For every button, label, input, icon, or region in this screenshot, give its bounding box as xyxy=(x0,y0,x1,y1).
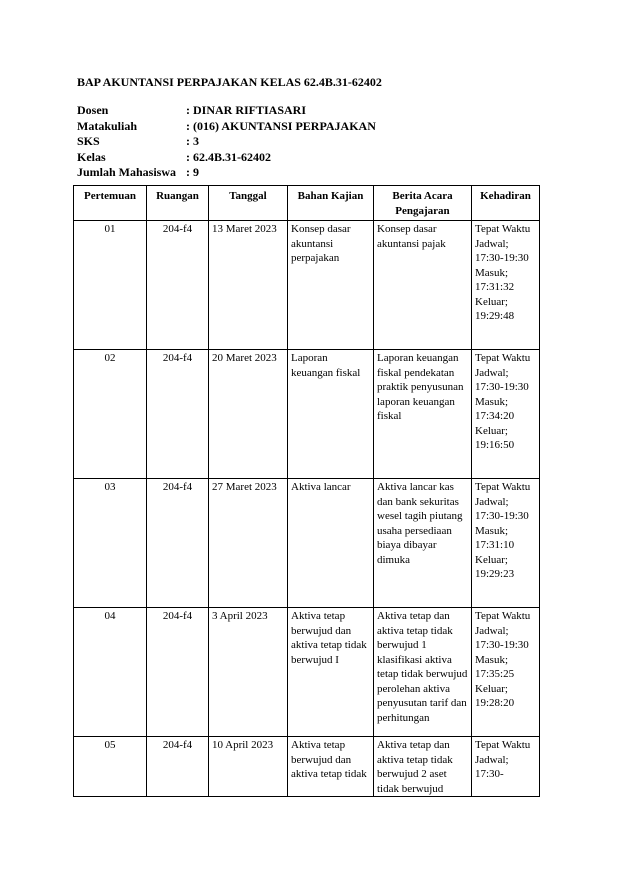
table-row xyxy=(74,479,540,608)
info-label: Jumlah Mahasiswa xyxy=(77,165,177,179)
cell-pertemuan: 01 xyxy=(74,221,147,350)
info-value: : 62.4B.31-62402 xyxy=(186,149,271,164)
info-label: Dosen xyxy=(77,103,109,117)
cell-ruangan: 204-f4 xyxy=(147,221,209,350)
info-label: Matakuliah xyxy=(77,118,138,133)
cell-kehadiran: Tepat Waktu Jadwal; 17:30-19:30 Masuk; 17:34:20 Keluar; 19:16:50 xyxy=(472,350,540,479)
cell-tanggal: 10 April 2023 xyxy=(209,737,288,797)
cell-bahan-kajian: Laporan keuangan fiskal xyxy=(288,350,374,479)
cell-tanggal: 27 Maret 2023 xyxy=(209,479,288,608)
info-row-kelas xyxy=(77,150,376,166)
header-berita-acara: Berita Acara Pengajaran xyxy=(374,186,472,221)
cell-berita-acara: Laporan keuangan fiskal pendekatan praktik penyusunan laporan keuangan fiskal xyxy=(374,350,472,479)
info-row-jumlah-mahasiswa xyxy=(77,165,376,181)
course-info xyxy=(77,103,376,181)
cell-kehadiran: Tepat Waktu Jadwal; 17:30-19:30 Masuk; 17:35:25 Keluar; 19:28:20 xyxy=(472,608,540,737)
info-value-text: 3 xyxy=(193,134,199,148)
info-value: : 9 xyxy=(186,165,199,179)
cell-kehadiran: Tepat Waktu Jadwal; 17:30-19:30 Masuk; 17:31:10 Keluar; 19:29:23 xyxy=(472,479,540,608)
header-kehadiran: Kehadiran xyxy=(472,186,540,221)
cell-ruangan: 204-f4 xyxy=(147,608,209,737)
table-row xyxy=(74,737,540,797)
cell-pertemuan: 05 xyxy=(74,737,147,797)
cell-pertemuan: 03 xyxy=(74,479,147,608)
cell-tanggal: 3 April 2023 xyxy=(209,608,288,737)
table-row xyxy=(74,221,540,350)
cell-bahan-kajian: Aktiva tetap berwujud dan aktiva tetap tidak berwujud I xyxy=(288,608,374,737)
cell-berita-acara: Aktiva lancar kas dan bank sekuritas wesel tagih piutang usaha persediaan biaya dibayar dimuka xyxy=(374,479,472,608)
info-value: : 3 xyxy=(186,134,199,148)
table-row xyxy=(74,608,540,737)
info-label: Kelas xyxy=(77,149,106,164)
cell-ruangan: 204-f4 xyxy=(147,350,209,479)
document-title: BAP AKUNTANSI PERPAJAKAN KELAS 62.4B.31-62402 xyxy=(77,75,382,89)
cell-kehadiran: Tepat Waktu Jadwal; 17:30-19:30 Masuk; 17:31:32 Keluar; 19:29:48 xyxy=(472,221,540,350)
info-value-text: 9 xyxy=(193,165,199,179)
info-value: : (016) AKUNTANSI PERPAJAKAN xyxy=(186,118,376,133)
cell-bahan-kajian: Aktiva tetap berwujud dan aktiva tetap tidak xyxy=(288,737,374,797)
header-pertemuan: Pertemuan xyxy=(74,186,147,221)
cell-ruangan: 204-f4 xyxy=(147,737,209,797)
cell-kehadiran: Tepat Waktu Jadwal; 17:30- xyxy=(472,737,540,797)
cell-ruangan: 204-f4 xyxy=(147,479,209,608)
cell-berita-acara: Aktiva tetap dan aktiva tetap tidak berwujud 1 klasifikasi aktiva tetap tidak berwujud perolehan aktiva penyusutan tarif dan perhitungan xyxy=(374,608,472,737)
cell-pertemuan: 04 xyxy=(74,608,147,737)
info-value-text: (016) AKUNTANSI PERPAJAKAN xyxy=(193,118,376,133)
table-header-row xyxy=(74,186,540,221)
table-row xyxy=(74,350,540,479)
info-value-text: 62.4B.31-62402 xyxy=(193,149,271,164)
info-value-text: DINAR RIFTIASARI xyxy=(193,103,307,117)
cell-pertemuan: 02 xyxy=(74,350,147,479)
cell-berita-acara: Aktiva tetap dan aktiva tetap tidak berwujud 2 aset tidak berwujud xyxy=(374,737,472,797)
cell-berita-acara: Konsep dasar akuntansi pajak xyxy=(374,221,472,350)
cell-tanggal: 13 Maret 2023 xyxy=(209,221,288,350)
info-value: : DINAR RIFTIASARI xyxy=(186,103,307,117)
cell-bahan-kajian: Aktiva lancar xyxy=(288,479,374,608)
bap-table xyxy=(73,185,540,797)
header-ruangan: Ruangan xyxy=(147,186,209,221)
cell-bahan-kajian: Konsep dasar akuntansi perpajakan xyxy=(288,221,374,350)
header-tanggal: Tanggal xyxy=(209,186,288,221)
header-bahan-kajian: Bahan Kajian xyxy=(288,186,374,221)
info-row-sks xyxy=(77,134,376,150)
info-row-matakuliah xyxy=(77,119,376,135)
info-label: SKS xyxy=(77,134,100,148)
cell-tanggal: 20 Maret 2023 xyxy=(209,350,288,479)
info-row-dosen xyxy=(77,103,376,119)
